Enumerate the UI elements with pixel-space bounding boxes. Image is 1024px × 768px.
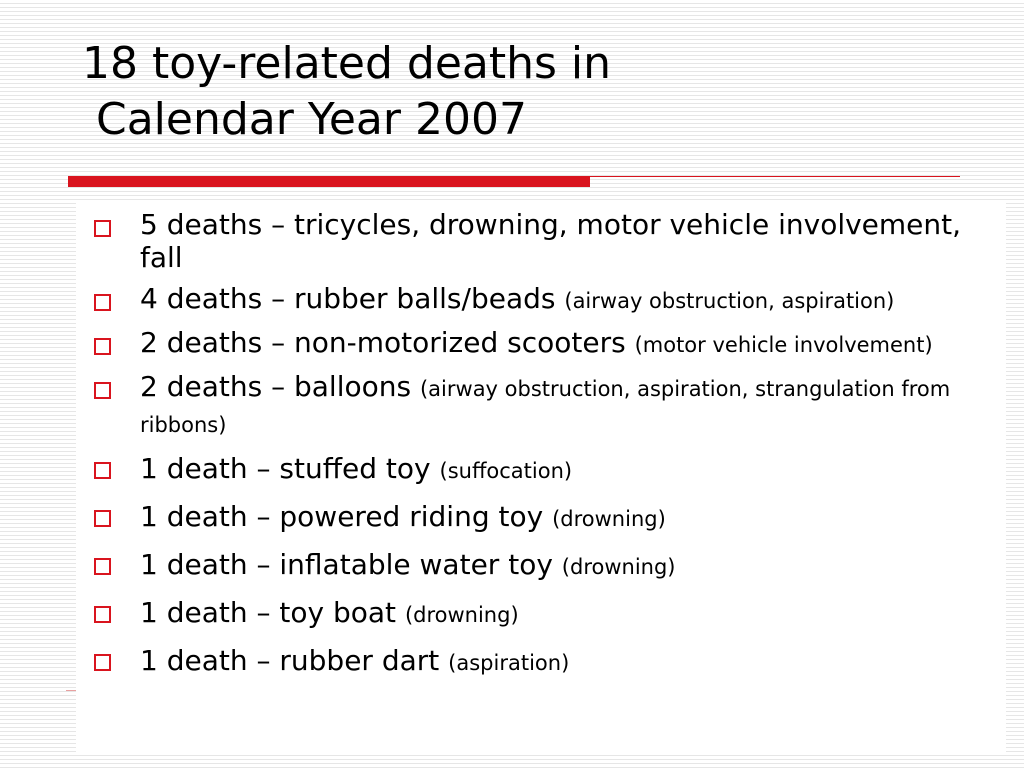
- bullet-item: [94, 498, 974, 538]
- bullet-text: [140, 370, 974, 442]
- bullet-text: [140, 498, 974, 538]
- bullet-item: [94, 594, 974, 634]
- bullet-main-text: 4 deaths – rubber balls/beads: [140, 282, 556, 315]
- bullet-note-text: (airway obstruction, aspiration): [564, 289, 895, 313]
- bullet-note-text: (drowning): [552, 507, 666, 531]
- hollow-square-bullet-icon: [94, 220, 111, 237]
- bullet-main-text: 1 death – stuffed toy: [140, 452, 431, 485]
- bullet-main-text: 2 deaths – non-motorized scooters: [140, 326, 626, 359]
- hollow-square-bullet-icon: [94, 294, 111, 311]
- title-line-1: 18 toy-related deaths in: [82, 38, 612, 89]
- bullet-main-text: 1 death – toy boat: [140, 596, 397, 629]
- bullet-note-text: (suffocation): [439, 459, 573, 483]
- bullet-main-text: 1 death – inflatable water toy: [140, 548, 553, 581]
- slide-title: [82, 36, 942, 148]
- bullet-item: [94, 326, 974, 362]
- bullet-note-text: (drowning): [404, 603, 519, 627]
- hollow-square-bullet-icon: [94, 558, 111, 575]
- hollow-square-bullet-icon: [94, 382, 111, 399]
- title-line-2: Calendar Year 2007: [82, 94, 527, 145]
- bullet-text: [140, 546, 974, 586]
- hollow-square-bullet-icon: [94, 510, 111, 527]
- title-divider-thin-line: [590, 176, 960, 177]
- bullet-text: [140, 282, 974, 318]
- bullet-main-text: 1 death – powered riding toy: [140, 500, 544, 533]
- bullet-item: [94, 450, 974, 490]
- bullet-text: [140, 594, 974, 634]
- bullet-item: [94, 370, 974, 442]
- title-divider-red-bar: [68, 176, 590, 187]
- bullet-note-text: (motor vehicle involvement): [634, 333, 933, 357]
- bullet-list: [94, 208, 974, 690]
- bullet-note-text: (aspiration): [448, 651, 570, 675]
- bullet-text: [140, 642, 974, 682]
- bullet-item: [94, 282, 974, 318]
- bullet-note-text: (drowning): [561, 555, 676, 579]
- bullet-note-text: (airway obstruction, aspiration, strangulation from ribbons): [140, 377, 951, 437]
- bullet-main-text: 2 deaths – balloons: [140, 370, 412, 403]
- bullet-item: [94, 642, 974, 682]
- decorative-edge-mark: [66, 690, 76, 691]
- bullet-main-text: 1 death – rubber dart: [140, 644, 440, 677]
- bullet-main-text: 5 deaths – tricycles, drowning, motor vehicle involvement, fall: [140, 208, 962, 274]
- bullet-text: [140, 450, 974, 490]
- bullet-item: [94, 208, 974, 274]
- hollow-square-bullet-icon: [94, 462, 111, 479]
- bullet-text: [140, 208, 974, 274]
- hollow-square-bullet-icon: [94, 606, 111, 623]
- bullet-text: [140, 326, 974, 362]
- hollow-square-bullet-icon: [94, 338, 111, 355]
- hollow-square-bullet-icon: [94, 654, 111, 671]
- bullet-item: [94, 546, 974, 586]
